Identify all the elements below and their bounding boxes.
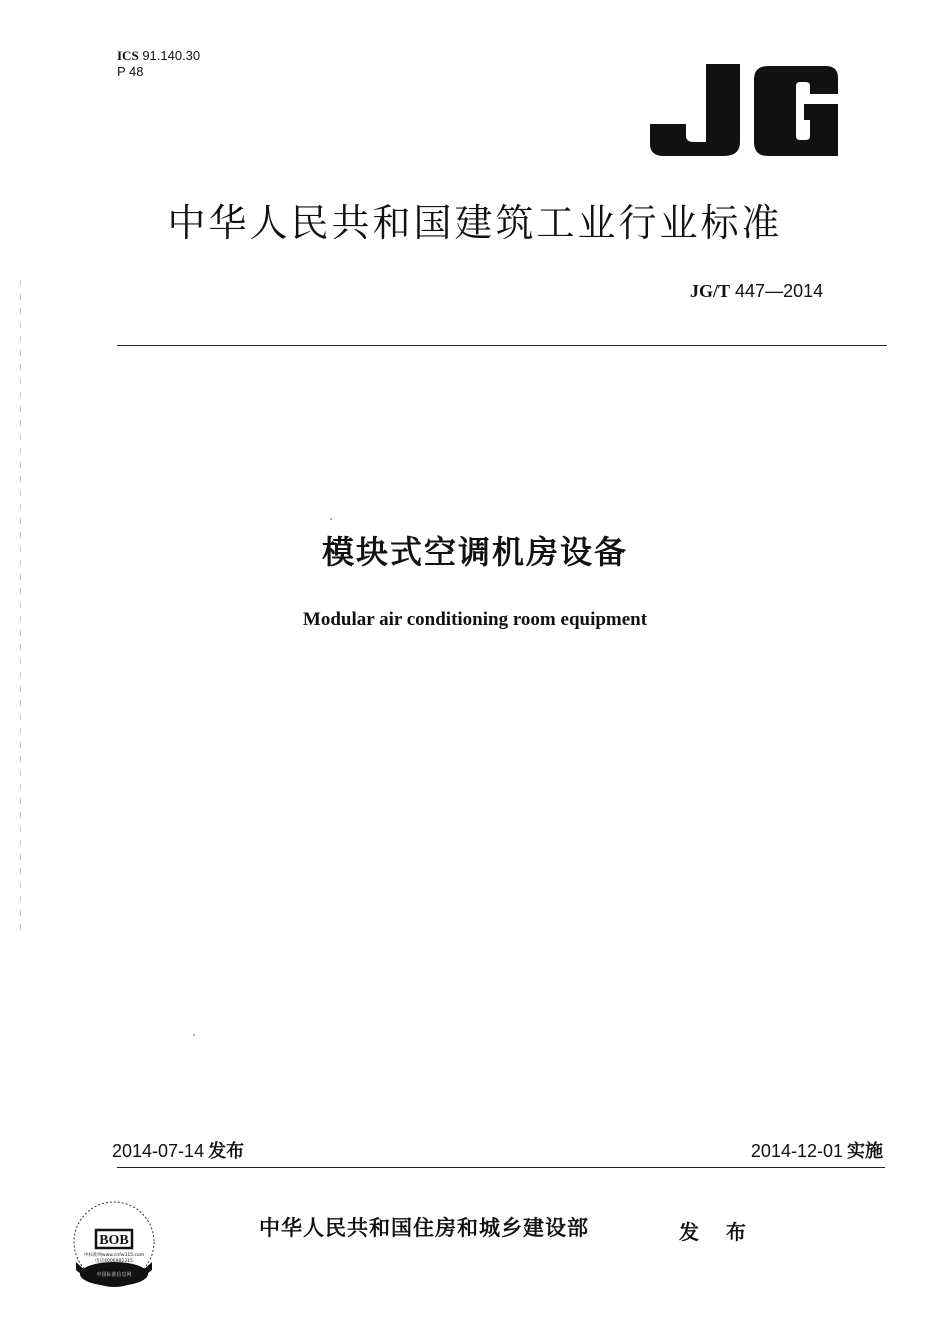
implement-label: 实施 xyxy=(847,1141,883,1162)
scan-edge-mark xyxy=(20,280,21,930)
classification-block xyxy=(117,48,200,80)
bottom-divider xyxy=(117,1167,885,1168)
issue-date xyxy=(112,1137,244,1163)
ics-label: ICS xyxy=(117,48,139,63)
ccs-code: P 48 xyxy=(117,64,144,79)
issue-date-value: 2014-07-14 xyxy=(112,1141,205,1161)
ics-code: 91.140.30 xyxy=(142,48,201,63)
issue-label: 发布 xyxy=(208,1141,245,1162)
title-english: Modular air conditioning room equipment xyxy=(302,609,648,630)
logo-text: JG xyxy=(650,64,652,65)
top-divider xyxy=(117,345,887,346)
svg-text:BOB: BOB xyxy=(99,1233,129,1248)
publish-action: 发 布 xyxy=(679,1220,756,1244)
stamp-center-text: 中国标准信息网 xyxy=(96,1272,132,1278)
standard-number xyxy=(690,281,823,302)
implement-date-value: 2014-12-01 xyxy=(750,1141,843,1161)
ics-row xyxy=(117,48,200,64)
implement-date xyxy=(751,1137,883,1163)
stamp-phone-text: 电话4006982315 xyxy=(95,1259,133,1264)
stamp-ring-text: 中标准网www.cnfw315.com xyxy=(83,1253,145,1258)
publisher-name: 中华人民共和国住房和城乡建设部 xyxy=(259,1216,589,1240)
standard-prefix: JG/T xyxy=(690,281,731,301)
distributor-stamp-icon xyxy=(70,1196,158,1288)
standard-code: 447—2014 xyxy=(735,281,824,301)
scan-speck xyxy=(330,518,332,520)
org-title: 中华人民共和国建筑工业行业标准 xyxy=(167,201,783,245)
jg-logo xyxy=(650,64,840,160)
title-chinese: 模块式空调机房设备 xyxy=(321,533,628,571)
scan-speck xyxy=(193,1034,195,1036)
